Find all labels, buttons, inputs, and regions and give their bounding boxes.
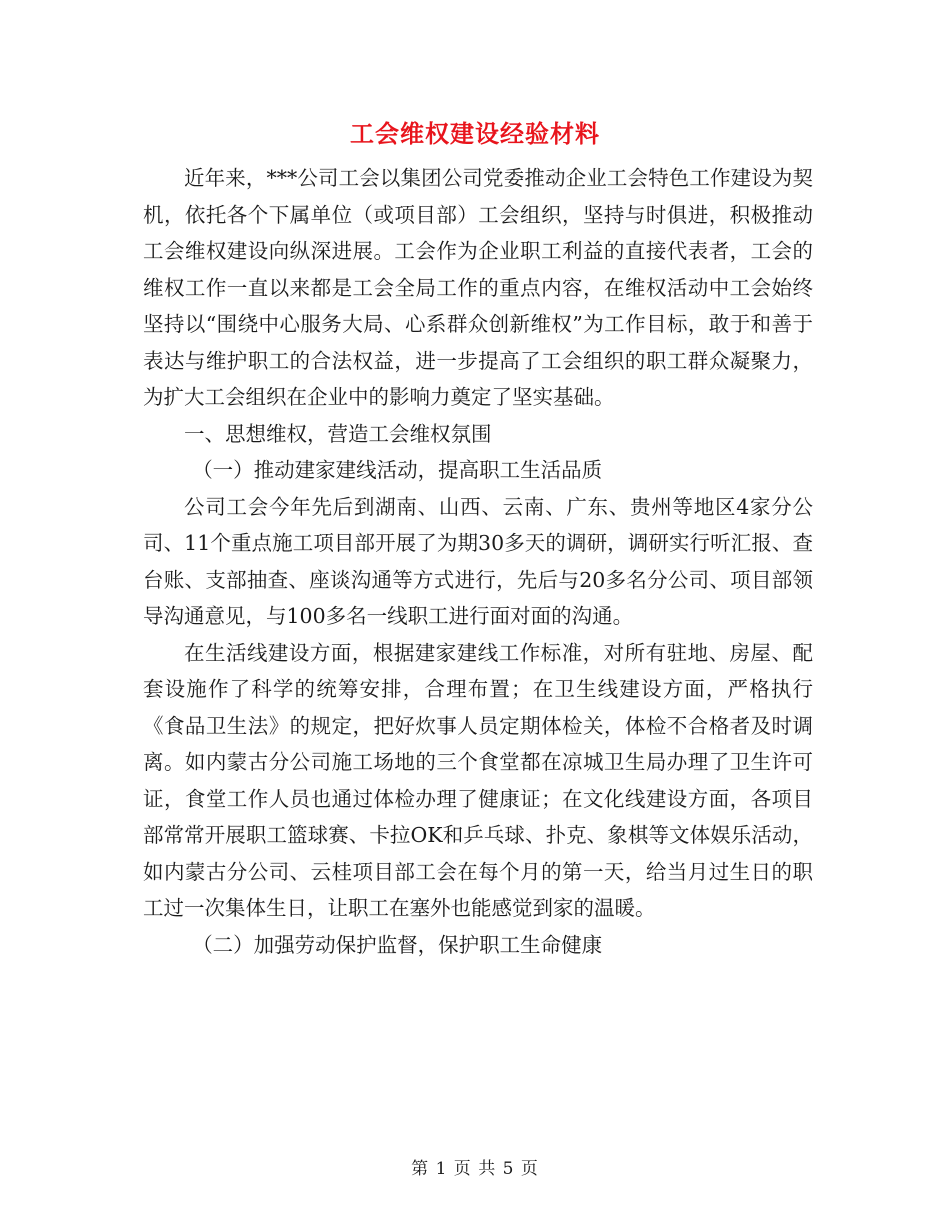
paragraph-intro: 近年来，***公司工会以集团公司党委推动企业工会特色工作建设为契机，依托各个下属单位（或项目部）工会组织，坚持与时俱进，积极推动工会维权建设向纵深进展。工会作为企业职工利益的直接代表者，工会的维权工作一直以来都是工会全局工作的重点内容，在维权活动中工会始终坚持以“围绕中心服务大局、心系群众创新维权”为工作目标，敢于和善于表达与维护职工的合法权益，进一步提高了工会组织的职工群众凝聚力，为扩大工会组织在企业中的影响力奠定了坚实基础。: [143, 166, 813, 409]
paragraph-living-line: 在生活线建设方面，根据建家建线工作标准，对所有驻地、房屋、配套设施作了科学的统筹安排，合理布置；在卫生线建设方面，严格执行《食品卫生法》的规定，把好炊事人员定期体检关，体检不合格者及时调离。如内蒙古分公司施工场地的三个食堂都在凉城卫生局办理了卫生许可证，食堂工作人员也通过体检办理了健康证；在文化线建设方面，各项目部常常开展职工篮球赛、卡拉OK和乒乓球、扑克、象棋等文体娱乐活动，如内蒙古分公司、云桂项目部工会在每个月的第一天，给当月过生日的职工过一次集体生日，让职工在塞外也能感觉到家的温暖。: [143, 640, 813, 920]
subsection-heading-1: （一）推动建家建线活动，提高职工生活品质: [192, 458, 603, 482]
page-number-footer: 第 1 页 共 5 页: [411, 1159, 539, 1179]
section-heading-1: 一、思想维权，营造工会维权氛围: [184, 421, 492, 446]
paragraph-survey: 公司工会今年先后到湖南、山西、云南、广东、贵州等地区4家分公司、11个重点施工项目部开展了为期30多天的调研，调研实行听汇报、查台账、支部抽查、座谈沟通等方式进行，先后与20多名分公司、项目部领导沟通意见，与100多名一线职工进行面对面的沟通。: [143, 494, 813, 628]
document-title: 工会维权建设经验材料: [350, 119, 600, 148]
document-body: [143, 160, 813, 963]
subsection-heading-2: （二）加强劳动保护监督，保护职工生命健康: [192, 932, 603, 957]
